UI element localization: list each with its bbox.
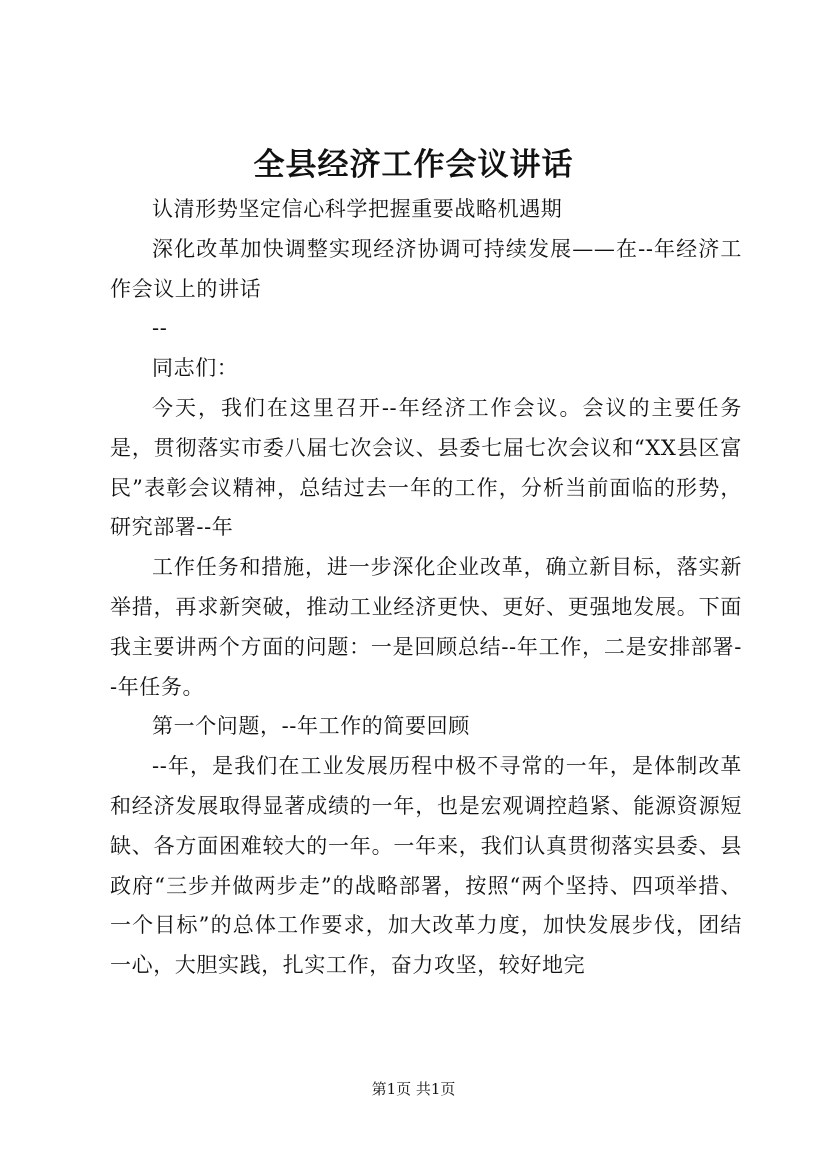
paragraph-tasks: 工作任务和措施，进一步深化企业改革，确立新目标，落实新举措，再求新突破，推动工业经济更快、更好、更强地发展。下面我主要讲两个方面的问题：一是回顾总结--年工作，二是安排部署--年任务。 <box>110 555 742 699</box>
paragraph-greeting: 同志们： <box>152 356 239 381</box>
paragraph-speech-title: 深化改革加快调整实现经济协调可持续发展——在--年经济工作会议上的讲话 <box>110 236 742 301</box>
page-footer: 第1页 共1页 <box>371 1080 456 1098</box>
paragraph-subtitle: 认清形势坚定信心科学把握重要战略机遇期 <box>152 197 563 221</box>
paragraph-opening: 今天，我们在这里召开--年经济工作会议。会议的主要任务是，贯彻落实市委八届七次会议、县委七届七次会议和“XX县区富民”表彰会议精神，总结过去一年的工作，分析当前面临的形势，研究部署--年 <box>110 395 742 540</box>
document-title: 全县经济工作会议讲话 <box>253 147 574 183</box>
paragraph-section-heading: 第一个问题，--年工作的简要回顾 <box>152 714 470 739</box>
document-body <box>110 190 742 986</box>
paragraph-placeholder: -- <box>152 316 168 341</box>
paragraph-review: --年，是我们在工业发展历程中极不寻常的一年，是体制改革和经济发展取得显著成绩的一年，也是宏观调控趋紧、能源资源短缺、各方面困难较大的一年。一年来，我们认真贯彻落实县委、县政府“三步并做两步走”的战略部署，按照“两个坚持、四项举措、一个目标”的总体工作要求，加大改革力度，加快发展步伐，团结一心，大胆实践，扎实工作，奋力攻坚，较好地完 <box>110 754 742 978</box>
